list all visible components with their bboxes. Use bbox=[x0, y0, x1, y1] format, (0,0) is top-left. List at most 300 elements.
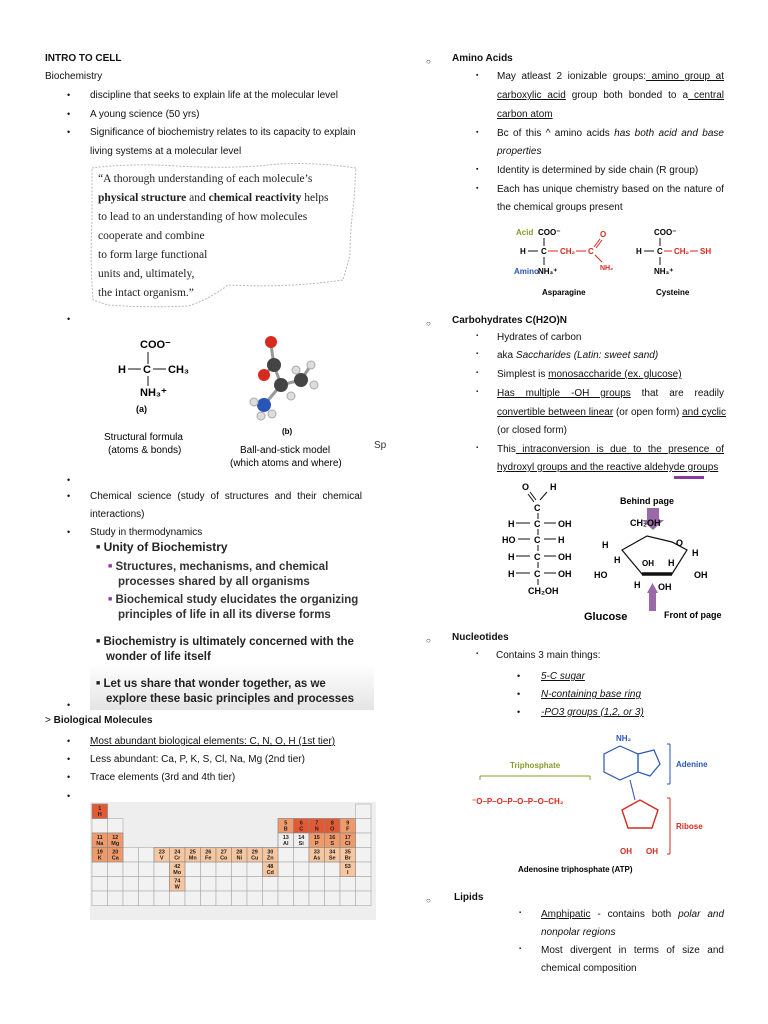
ptable-empty-cell bbox=[92, 862, 108, 877]
c-label: C bbox=[534, 552, 541, 562]
text-part-italic: polar and bbox=[678, 909, 725, 920]
unity-point-text: wonder of life itself bbox=[106, 651, 211, 663]
ptable-cell-text: Se bbox=[328, 855, 336, 862]
o-label: O bbox=[600, 230, 607, 239]
h-label: H bbox=[614, 555, 621, 565]
h-label: H bbox=[634, 580, 641, 590]
section-heading: Nucleotides bbox=[452, 632, 509, 643]
ptable-cell-text: 35 bbox=[344, 849, 351, 856]
ch2oh-label: CH₂OH bbox=[630, 518, 661, 528]
ptable-cell-text: P bbox=[314, 841, 319, 847]
ribose-label: Ribose bbox=[676, 822, 703, 831]
ptable-cell-na bbox=[92, 833, 108, 848]
ptable-cell-si bbox=[294, 833, 310, 848]
ho-label: HO bbox=[502, 535, 516, 545]
list-item: hydroxyl groups and the reactive aldehyde groups bbox=[497, 462, 719, 473]
unity-point-3: ■ Let us share that wonder together, as we explore these basic principles and processes bbox=[96, 678, 354, 705]
ptable-empty-cell bbox=[232, 891, 248, 906]
oh-label: OH bbox=[646, 847, 658, 856]
list-item: Contains 3 main things: bbox=[496, 650, 601, 661]
glucose-figure bbox=[502, 478, 732, 623]
ptable-empty-cell bbox=[247, 891, 263, 906]
ptable-cell-text: Mn bbox=[188, 855, 197, 862]
ptable-cell-text: Cu bbox=[251, 855, 259, 862]
ch2-label: CH₂ bbox=[560, 247, 576, 256]
list-item bbox=[497, 89, 724, 102]
list-item: A young science (50 yrs) bbox=[90, 109, 200, 120]
text-part-underlined: intraconversion is due to the presence of bbox=[515, 444, 724, 455]
section-heading: Carbohydrates C(H2O)N bbox=[452, 315, 568, 326]
ptable-empty-cell bbox=[185, 862, 201, 877]
ptable-empty-cell bbox=[278, 862, 294, 877]
oh-label: OH bbox=[642, 559, 654, 568]
text-part-italic: Saccharides (Latin: sweet sand) bbox=[515, 350, 659, 361]
front-page-label: Front of page bbox=[664, 610, 722, 620]
text-part: - contains both bbox=[590, 909, 679, 920]
list-item: Most divergent in terms of size and bbox=[541, 945, 724, 956]
ptable-empty-cell bbox=[232, 877, 248, 892]
ch3-label: CH₃ bbox=[168, 364, 189, 376]
h-label: H bbox=[520, 247, 526, 256]
unity-sub-1: ■ Structures, mechanisms, and chemical processes shared by all organisms bbox=[108, 561, 329, 588]
ptable-empty-cell bbox=[278, 848, 294, 863]
ptable-cell-v bbox=[154, 848, 170, 863]
sh-label: SH bbox=[700, 247, 712, 256]
ball-and-stick-model bbox=[250, 336, 318, 420]
oh-label: OH bbox=[620, 847, 632, 856]
text-part: aka bbox=[497, 350, 516, 361]
ptable-cell-text: 23 bbox=[158, 849, 165, 856]
ptable-cell-text: Cr bbox=[174, 855, 181, 862]
ptable-empty-cell bbox=[356, 862, 372, 877]
ptable-cell-text: Co bbox=[220, 855, 228, 862]
unity-point-2: ■ Biochemistry is ultimately concerned with the wonder of life itself bbox=[96, 636, 354, 663]
ptable-cell-co bbox=[216, 848, 232, 863]
periodic-table-image bbox=[90, 802, 376, 920]
list-item: interactions) bbox=[90, 509, 145, 520]
ptable-cell-text: B bbox=[283, 826, 288, 833]
bullet-dot: • bbox=[67, 475, 71, 485]
list-item: Less abundant: Ca, P, K, S, Cl, Na, Mg (2nd tier) bbox=[90, 754, 305, 765]
ptable-cell-text: 34 bbox=[329, 849, 336, 856]
text-part-underlined: monosaccharide (ex. glucose) bbox=[548, 369, 682, 380]
alanine-figure bbox=[96, 330, 396, 475]
c-label: C bbox=[143, 364, 151, 376]
ptable-cell-text: 5 bbox=[284, 820, 288, 827]
ptable-cell-as bbox=[309, 848, 325, 863]
ptable-empty-cell bbox=[154, 862, 170, 877]
text-part-italic: has both acid and base bbox=[614, 128, 724, 139]
small-bullet: ▪ bbox=[519, 910, 522, 916]
bullet-dot: • bbox=[67, 527, 71, 537]
ptable-cell-text: 17 bbox=[344, 835, 351, 841]
ptable-cell-text: Na bbox=[96, 841, 104, 847]
ptable-empty-cell bbox=[216, 877, 232, 892]
list-item: the chemical groups present bbox=[497, 202, 623, 213]
list-item: Identity is determined by side chain (R group) bbox=[497, 165, 699, 176]
circle-bullet: ○ bbox=[426, 319, 431, 328]
section-heading: Amino Acids bbox=[452, 53, 513, 64]
list-item: -PO3 groups (1,2, or 3) bbox=[541, 707, 644, 718]
ptable-cell-text: F bbox=[346, 826, 350, 833]
ptable-empty-cell bbox=[123, 877, 139, 892]
section-subtitle: Biochemistry bbox=[45, 71, 103, 82]
ptable-empty-cell bbox=[356, 891, 372, 906]
oh-label: OH bbox=[558, 552, 572, 562]
atp-caption: Adenosine triphosphate (ATP) bbox=[518, 865, 633, 874]
ptable-cell-k bbox=[92, 848, 108, 863]
h-label: H bbox=[550, 482, 557, 492]
heading-prefix: > bbox=[45, 715, 51, 726]
ptable-cell-text: 15 bbox=[313, 835, 320, 841]
h-label: H bbox=[558, 535, 565, 545]
ptable-empty-cell bbox=[294, 862, 310, 877]
text-part-underlined: convertible between linear bbox=[497, 407, 614, 418]
ptable-cell-text: 42 bbox=[174, 864, 181, 870]
list-item: N-containing base ring bbox=[541, 689, 642, 700]
h-label: H bbox=[668, 558, 675, 568]
list-item bbox=[497, 349, 658, 362]
structural-caption-2: (atoms & bonds) bbox=[108, 445, 182, 456]
square-bullet: ▪ bbox=[476, 166, 479, 173]
bullet-dot: • bbox=[67, 127, 71, 137]
figure-label-b: (b) bbox=[282, 427, 293, 436]
adenine-label: Adenine bbox=[676, 760, 708, 769]
h-label: H bbox=[118, 364, 126, 376]
truncated-caption: Sp bbox=[374, 440, 387, 451]
ptable-cell-c bbox=[294, 819, 310, 834]
oh-label: OH bbox=[558, 569, 572, 579]
ptable-cell-text: N bbox=[314, 826, 319, 833]
ptable-cell-text: Cl bbox=[345, 841, 351, 847]
text-part-underlined: central bbox=[688, 90, 725, 101]
coo-label: COO⁻ bbox=[538, 228, 561, 237]
quote-text-part: helps bbox=[301, 192, 329, 204]
ptable-cell-fe bbox=[201, 848, 217, 863]
ptable-cell-ni bbox=[232, 848, 248, 863]
ptable-cell-text: S bbox=[330, 841, 335, 847]
ptable-cell-text: Mo bbox=[173, 870, 182, 876]
ptable-empty-cell bbox=[340, 877, 356, 892]
quote-text-part: and bbox=[186, 192, 209, 204]
text-part-underlined: carboxylic acid bbox=[497, 90, 566, 101]
ptable-cell-cr bbox=[170, 848, 186, 863]
text-part: (or open form) bbox=[613, 407, 683, 418]
ptable-empty-cell bbox=[170, 891, 186, 906]
ptable-empty-cell bbox=[232, 862, 248, 877]
list-item: Trace elements (3rd and 4th tier) bbox=[90, 772, 236, 783]
ptable-empty-cell bbox=[139, 848, 155, 863]
ptable-empty-cell bbox=[309, 877, 325, 892]
coo-label: COO⁻ bbox=[140, 339, 171, 351]
bullet-dot: • bbox=[67, 791, 71, 801]
square-bullet: ▪ bbox=[476, 185, 479, 192]
ptable-cell-cl bbox=[340, 833, 356, 848]
h-label: H bbox=[692, 548, 699, 558]
small-bullet: ▪ bbox=[476, 445, 479, 451]
triphosphate-label: Triphosphate bbox=[510, 761, 561, 770]
quote-image bbox=[88, 160, 360, 310]
ptable-cell-text: 53 bbox=[344, 864, 351, 870]
asparagine-caption: Asparagine bbox=[542, 288, 586, 297]
ptable-cell-f bbox=[340, 819, 356, 834]
ptable-cell-b bbox=[278, 819, 294, 834]
list-item: 5-C sugar bbox=[541, 671, 585, 682]
list-item: nonpolar regions bbox=[541, 927, 616, 938]
ptable-empty-cell bbox=[201, 877, 217, 892]
c-label: C bbox=[541, 247, 547, 256]
nh2-label: NH₂ bbox=[600, 265, 614, 272]
bullet-dot: • bbox=[67, 754, 71, 764]
unity-heading: ■ Unity of Biochemistry bbox=[96, 540, 228, 554]
ptable-empty-cell bbox=[325, 891, 341, 906]
ptable-cell-se bbox=[325, 848, 341, 863]
quote-text bbox=[98, 170, 358, 303]
bullet-dot: • bbox=[67, 90, 71, 100]
list-item: carbon atom bbox=[497, 109, 553, 120]
ptable-cell-text: Mg bbox=[111, 841, 120, 847]
ptable-cell-text: O bbox=[330, 826, 335, 833]
ptable-cell-text: H bbox=[97, 812, 102, 818]
ptable-empty-cell bbox=[185, 877, 201, 892]
oh-label: OH bbox=[558, 519, 572, 529]
small-bullet: ▪ bbox=[476, 351, 479, 357]
ptable-empty-cell bbox=[108, 862, 124, 877]
unity-point-text: Biochemistry is ultimately concerned with the bbox=[103, 636, 354, 648]
nh2-label: NH₂ bbox=[616, 734, 632, 743]
ptable-cell-text: 9 bbox=[346, 820, 350, 827]
list-item: Each has unique chemistry based on the nature of bbox=[497, 184, 724, 195]
square-bullet: ▪ bbox=[476, 129, 479, 136]
ball-caption-2: (which atoms and where) bbox=[230, 458, 342, 469]
c-label: C bbox=[534, 535, 541, 545]
ptable-empty-cell bbox=[278, 891, 294, 906]
o-label: O bbox=[676, 538, 684, 548]
bullet-dot: • bbox=[67, 700, 71, 710]
unity-sub-text: processes shared by all organisms bbox=[118, 576, 310, 588]
glucose-caption: Glucose bbox=[584, 611, 628, 623]
ptable-empty-cell bbox=[356, 804, 372, 819]
amino-acid-figure bbox=[514, 222, 724, 302]
heading-text: Biological Molecules bbox=[53, 715, 153, 726]
ptable-cell-text: As bbox=[313, 855, 321, 862]
ptable-empty-cell bbox=[263, 877, 279, 892]
ptable-cell-text: 30 bbox=[267, 849, 274, 856]
ptable-cell-s bbox=[325, 833, 341, 848]
ptable-empty-cell bbox=[108, 819, 124, 834]
periodic-table bbox=[90, 802, 376, 920]
bullet-dot: • bbox=[517, 707, 521, 717]
ptable-empty-cell bbox=[263, 891, 279, 906]
page-title: INTRO TO CELL bbox=[45, 53, 122, 64]
ptable-cell-mn bbox=[185, 848, 201, 863]
ptable-cell-text: 27 bbox=[220, 849, 227, 856]
section-heading bbox=[45, 714, 153, 727]
ptable-cell-text: Al bbox=[283, 841, 289, 847]
ptable-empty-cell bbox=[92, 877, 108, 892]
ptable-cell-text: Si bbox=[298, 841, 304, 847]
bullet-dot: • bbox=[67, 736, 71, 746]
coo-label: COO⁻ bbox=[654, 228, 677, 237]
nh3-label: NH₃⁺ bbox=[654, 267, 674, 276]
ptable-cell-text: Zn bbox=[266, 855, 274, 862]
section-heading: Lipids bbox=[454, 892, 484, 903]
ptable-empty-cell bbox=[247, 877, 263, 892]
ptable-cell-mo bbox=[170, 862, 186, 877]
bullet-dot: • bbox=[67, 772, 71, 782]
bullet-dot: • bbox=[67, 491, 71, 501]
ptable-cell-text: 14 bbox=[298, 835, 305, 841]
ptable-empty-cell bbox=[154, 877, 170, 892]
ptable-empty-cell bbox=[309, 862, 325, 877]
square-bullet: ▪ bbox=[476, 72, 479, 79]
ptable-cell-text: 33 bbox=[313, 849, 320, 856]
unity-sub-text: Biochemical study elucidates the organizing bbox=[115, 594, 359, 606]
ptable-cell-text: Br bbox=[344, 855, 351, 862]
oh-label: OH bbox=[694, 570, 708, 580]
ptable-cell-text: 48 bbox=[267, 864, 274, 870]
ptable-cell-text: 7 bbox=[315, 820, 319, 827]
ptable-empty-cell bbox=[139, 891, 155, 906]
ptable-empty-cell bbox=[108, 877, 124, 892]
ptable-empty-cell bbox=[92, 819, 108, 834]
ptable-empty-cell bbox=[108, 891, 124, 906]
ptable-empty-cell bbox=[309, 891, 325, 906]
quote-line: units and, ultimately, bbox=[98, 268, 195, 280]
nh3-label: NH₃⁺ bbox=[538, 267, 558, 276]
list-item: Most abundant biological elements: C, N, O, H (1st tier) bbox=[90, 736, 336, 747]
ptable-cell-h bbox=[92, 804, 108, 819]
alanine-structure bbox=[96, 330, 396, 475]
ptable-cell-o bbox=[325, 819, 341, 834]
unity-sub-2: ■ Biochemical study elucidates the organizing principles of life in all its diverse forms bbox=[108, 594, 359, 621]
list-item: Significance of biochemistry relates to its capacity to explain bbox=[90, 127, 356, 138]
bullet-dot: • bbox=[517, 689, 521, 699]
text-part-underlined: and cyclic bbox=[682, 407, 727, 418]
ptable-empty-cell bbox=[216, 862, 232, 877]
ptable-cell-text: 12 bbox=[112, 835, 119, 841]
unity-point-text: explore these basic principles and processes bbox=[106, 693, 354, 705]
list-item: properties bbox=[497, 146, 542, 157]
ptable-empty-cell bbox=[201, 862, 217, 877]
list-item: Hydrates of carbon bbox=[497, 332, 582, 343]
c-label: C bbox=[534, 519, 541, 529]
ptable-cell-zn bbox=[263, 848, 279, 863]
h-label: H bbox=[508, 519, 515, 529]
ptable-empty-cell bbox=[325, 862, 341, 877]
list-item: discipline that seeks to explain life at the molecular level bbox=[90, 90, 338, 101]
list-item: chemical composition bbox=[541, 963, 637, 974]
ptable-cell-al bbox=[278, 833, 294, 848]
ptable-cell-text: 11 bbox=[96, 835, 103, 841]
text-part: that are readily bbox=[630, 388, 724, 399]
ptable-empty-cell bbox=[340, 891, 356, 906]
quote-line: to form large functional bbox=[98, 249, 208, 261]
ptable-cell-text: 1 bbox=[98, 806, 102, 812]
ptable-cell-br bbox=[340, 848, 356, 863]
list-item bbox=[497, 368, 682, 381]
unity-point-text: Let us share that wonder together, as we bbox=[103, 678, 326, 690]
ptable-empty-cell bbox=[294, 848, 310, 863]
ptable-cell-text: 20 bbox=[112, 849, 119, 856]
ptable-empty-cell bbox=[356, 833, 372, 848]
ptable-cell-text: C bbox=[299, 826, 304, 833]
quote-bold: physical structure bbox=[98, 192, 187, 204]
quote-bold: chemical reactivity bbox=[208, 192, 302, 204]
unity-sub-text: Structures, mechanisms, and chemical bbox=[115, 561, 329, 573]
unity-sub-text: principles of life in all its diverse forms bbox=[118, 609, 331, 621]
nh3-label: NH₃⁺ bbox=[140, 387, 167, 399]
ptable-cell-text: 6 bbox=[299, 820, 303, 827]
ptable-cell-p bbox=[309, 833, 325, 848]
text-part: Bc of this ^ amino acids bbox=[497, 128, 615, 139]
ptable-cell-ca bbox=[108, 848, 124, 863]
ptable-empty-cell bbox=[123, 891, 139, 906]
ptable-empty-cell bbox=[356, 819, 372, 834]
ptable-empty-cell bbox=[294, 891, 310, 906]
list-item bbox=[497, 387, 724, 400]
ptable-cell-text: K bbox=[97, 855, 102, 862]
ptable-cell-text: Cd bbox=[266, 870, 274, 876]
ptable-cell-text: 8 bbox=[330, 820, 334, 827]
behind-page-label: Behind page bbox=[620, 496, 675, 506]
text-part-underlined: Has multiple -OH groups bbox=[497, 388, 631, 399]
ptable-cell-cd bbox=[263, 862, 279, 877]
list-item: Chemical science (study of structures and their chemical bbox=[90, 491, 362, 502]
oh-label: OH bbox=[658, 582, 672, 592]
ptable-empty-cell bbox=[154, 891, 170, 906]
ptable-cell-text: 19 bbox=[96, 849, 103, 856]
ptable-empty-cell bbox=[92, 891, 108, 906]
ptable-empty-cell bbox=[216, 891, 232, 906]
text-part: Simplest is bbox=[497, 369, 549, 380]
ptable-empty-cell bbox=[185, 891, 201, 906]
ptable-empty-cell bbox=[139, 877, 155, 892]
text-part: This bbox=[497, 444, 516, 455]
ptable-empty-cell bbox=[123, 848, 139, 863]
list-item: living systems at a molecular level bbox=[90, 146, 242, 157]
ptable-cell-text: Ni bbox=[236, 855, 242, 862]
bullet-dot: • bbox=[67, 109, 71, 119]
ptable-cell-text: 24 bbox=[174, 849, 181, 856]
acid-label: Acid bbox=[516, 228, 534, 237]
ptable-cell-text: Ca bbox=[111, 855, 119, 862]
quote-line: cooperate and combine bbox=[98, 230, 205, 242]
c-label: C bbox=[534, 569, 541, 579]
ptable-empty-cell bbox=[294, 877, 310, 892]
ptable-cell-text: 13 bbox=[282, 835, 289, 841]
list-item bbox=[497, 127, 724, 140]
h-label: H bbox=[636, 247, 642, 256]
ptable-empty-cell bbox=[123, 862, 139, 877]
quote-line bbox=[98, 189, 358, 208]
ptable-empty-cell bbox=[278, 877, 294, 892]
ch2-label: CH₂ bbox=[674, 247, 690, 256]
ch2oh-label: CH₂OH bbox=[528, 586, 559, 596]
c-label: C bbox=[534, 503, 541, 513]
ptable-cell-text: 16 bbox=[329, 835, 336, 841]
ptable-cell-text: 74 bbox=[174, 878, 181, 885]
ptable-cell-text: I bbox=[346, 870, 349, 876]
ptable-cell-n bbox=[309, 819, 325, 834]
ptable-empty-cell bbox=[247, 862, 263, 877]
asparagine-cysteine-structures bbox=[514, 222, 724, 302]
ptable-cell-text: V bbox=[159, 855, 164, 862]
small-bullet: ▪ bbox=[476, 389, 479, 395]
list-item bbox=[497, 70, 724, 83]
small-bullet: ▪ bbox=[476, 651, 479, 657]
phosphate-chain: ⁻O–P–O–P–O–P–O–CH₂ bbox=[472, 797, 564, 806]
